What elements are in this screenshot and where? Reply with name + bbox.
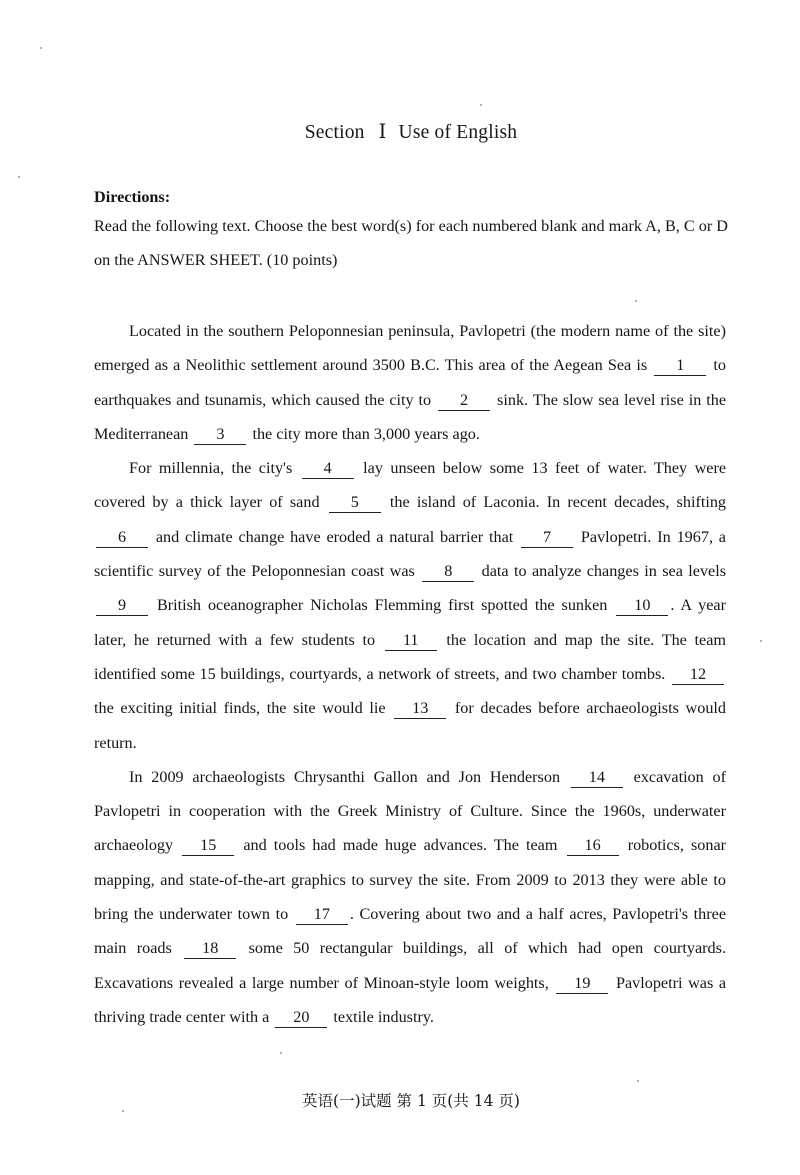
blank-16: 16 [567,836,619,856]
blank-19: 19 [556,974,608,994]
passage-text: excavation of Pavlopetri in cooperation with the Greek Ministry of Culture. Since the 1960s, underwater archaeology [94,767,727,855]
scan-speck [637,1080,639,1082]
blank-14: 14 [571,768,623,788]
scan-speck [122,1110,124,1112]
passage-text: Located in the southern Peloponnesian peninsula, Pavlopetri (the modern name of the site) emerged as a Neolithic settlement around 3500 B.C. This area of the Aegean Sea is [94,322,726,375]
blank-15: 15 [182,836,234,856]
scan-speck [760,640,762,642]
passage-text: and climate change have eroded a natural barrier that [155,527,514,546]
passage-text: lay unseen below some 13 feet of water. They were covered by a thick layer of sand [94,459,727,512]
paragraph-1 [94,314,726,451]
paragraph-2 [94,451,726,760]
passage-text: the island of Laconia. In recent decades, shifting [389,493,727,512]
passage-text: robotics, sonar mapping, and state-of-the-art graphics to survey the site. From 2009 to 2013 they were able to bring the underwater town to [94,836,727,924]
blank-17: 17 [296,905,348,925]
page-footer: 英语(一)试题 第 1 页(共 14 页) [302,1092,520,1110]
passage-text: for decades before archaeologists would return. [94,699,727,752]
passage-text: the exciting initial finds, the site would lie [94,699,386,718]
passage-text: In 2009 archaeologists Chrysanthi Gallon and Jon Henderson [129,767,561,786]
blank-8: 8 [422,562,474,582]
scan-speck [18,176,20,178]
blank-6: 6 [96,528,148,548]
blank-9: 9 [96,596,148,616]
section-numeral: Ⅰ [378,122,387,143]
passage-text: to earthquakes and tsunamis, which caused the city to [94,356,727,409]
passage-text: . Covering about two and a half acres, Pavlopetri's three main roads [94,905,727,958]
section-name: Use of English [398,122,518,143]
section-label: Section [304,122,365,143]
passage-text: Pavlopetri was a thriving trade center with a [94,973,727,1026]
blank-5: 5 [329,493,381,513]
passage-text: textile industry. [333,1007,434,1026]
scan-speck [480,104,482,106]
directions [94,186,728,277]
section-title [0,120,800,144]
passage-text: the city more than 3,000 years ago. [252,424,480,443]
blank-7: 7 [521,528,573,548]
directions-heading: Directions: [94,188,171,206]
blank-18: 18 [184,939,236,959]
blank-10: 10 [616,596,668,616]
passage-text: the location and map the site. The team identified some 15 buildings, courtyards, a network of streets, and two chamber tombs. [94,630,727,683]
passage-text: . A year later, he returned with a few students to [94,596,727,649]
reading-passage [94,314,726,1034]
passage-text: For millennia, the city's [129,459,293,478]
passage-text: sink. The slow sea level rise in the Mediterranean [94,390,727,443]
blank-11: 11 [385,631,437,651]
scan-speck [280,1052,282,1054]
passage-text: and tools had made huge advances. The team [243,836,558,855]
blank-12: 12 [672,665,724,685]
blank-3: 3 [194,425,246,445]
directions-text: Read the following text. Choose the best word(s) for each numbered blank and mark A, B, C or D on the ANSWER SHEET. (10 points) [94,217,728,269]
scan-speck [635,300,637,302]
passage-text: data to analyze changes in sea levels [481,562,727,581]
blank-1: 1 [654,356,706,376]
scan-speck [40,47,42,49]
blank-4: 4 [302,459,354,479]
blank-20: 20 [275,1008,327,1028]
passage-text: British oceanographer Nicholas Flemming first spotted the sunken [156,596,608,615]
passage-text: some 50 rectangular buildings, all of which had open courtyards. Excavations revealed a large number of Minoan-style loom weights, [94,939,726,992]
paragraph-3 [94,760,726,1034]
blank-2: 2 [438,391,490,411]
blank-13: 13 [394,699,446,719]
passage-text: Pavlopetri. In 1967, a scientific survey of the Peloponnesian coast was [94,527,726,581]
